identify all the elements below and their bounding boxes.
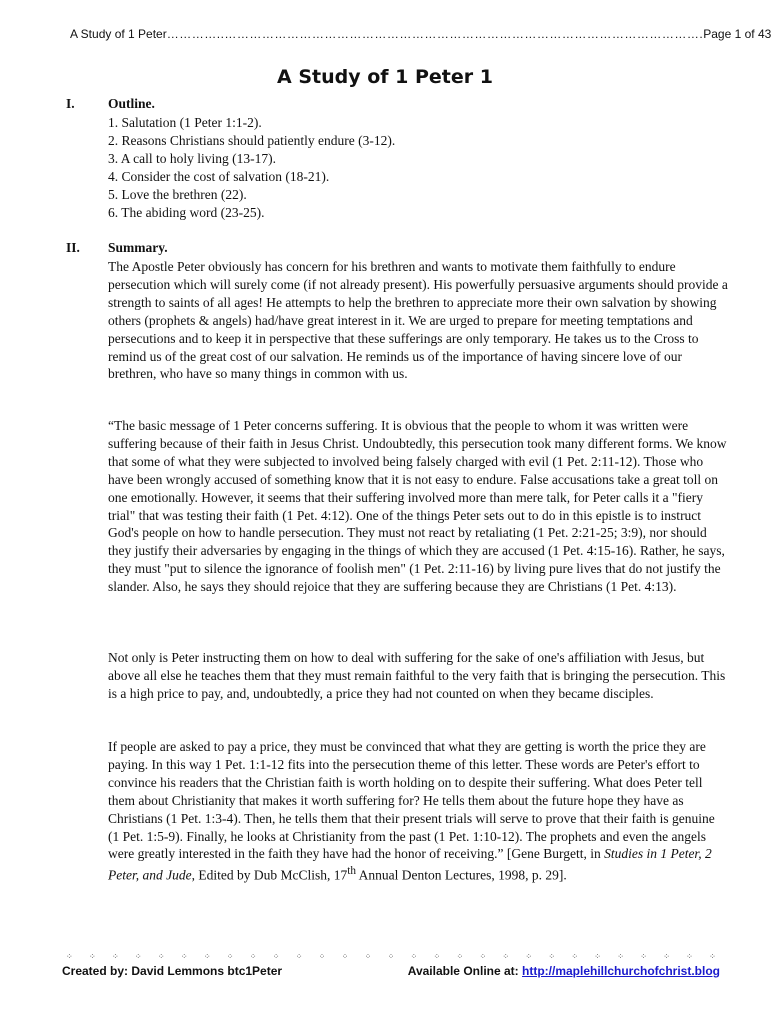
footer-dot: ⁘ xyxy=(272,952,280,961)
footer-availability xyxy=(408,964,720,978)
footer-dot: ⁘ xyxy=(594,952,601,961)
ordinal-suffix: th xyxy=(347,865,356,878)
footer-dot: ⁘ xyxy=(617,952,624,961)
outline-item: 1. Salutation (1 Peter 1:1-2). xyxy=(108,115,262,130)
outline-item: 5. Love the brethren (22). xyxy=(108,187,247,202)
header-leader-dots: …………..……………………………………………………………………………………………………. xyxy=(166,27,704,41)
paragraph-4-end: Annual Denton Lectures, 1998, p. 29]. xyxy=(356,867,567,883)
outline-list xyxy=(108,114,395,222)
summary-paragraph-2: “The basic message of 1 Peter concerns suffering. It is obvious that the people to whom it was written were suffering because of their faith in Jesus Christ. Undoubtedly, this persecution took many different forms. We know that some of what they were subjected to involved being falsely charged with evil (1 Pet. 2:11-12). Those who have been wrongly accused of something know that it is not easy to endure. False accusations take a great toll on one emotionally. However, it seems that their suffering involved more than mere talk, for Peter calls it a "fiery trial" that was testing their faith (1 Pet. 4:12). One of the things Peter sets out to do in this epistle is to instruct God's people on how to handle persecution. They must not react by retaliating (1 Pet. 2:21-25; 3:9), nor should they justify their adversaries by engaging in the things of which they are accused (1 Pet. 4:15-16). Rather, he says, they must "put to silence the ignorance of foolish men" (1 Pet. 2:11-16) by living pure lives that do not justify the slander. Also, he says they should rejoice that they are suffering because they are Christians (1 Pet. 4:13). xyxy=(108,418,727,595)
paragraph-4-editor: , Edited by Dub McClish, 17 xyxy=(191,867,348,883)
outline-item: 4. Consider the cost of salvation (18-21). xyxy=(108,169,330,184)
page-header xyxy=(70,27,771,41)
section-heading-outline: Outline. xyxy=(108,96,155,111)
footer-dot: ⁘ xyxy=(548,952,556,961)
footer-dot: ⁘ xyxy=(157,952,165,961)
footer-dot: ⁘ xyxy=(502,952,510,961)
footer-dot: ⁘ xyxy=(226,952,234,961)
book-title: Studies in 1 Peter, 2 Peter, and Jude xyxy=(108,846,712,883)
footer-dot: ⁘ xyxy=(456,952,464,961)
summary-paragraph-1: The Apostle Peter obviously has concern for his brethren and wants to motivate them faithfully to endure persecution which will surely come (if not already present). His powerfully persuasive arguments should provide a strength to saints of all ages! He attempts to help the brethren to appreciate more their own salvation by showing others (prophets & angels) had/have great interest in it. We are urged to prepare for meeting temptations and persecutions and to keep it in perspective that these sufferings are only temporary. He takes us to the Cross to remind us of the great cost of our salvation. He reminds us of the importance of having sincere love of our brethren, who have so many things in common with us. xyxy=(108,259,728,382)
footer-dot: ⁘ xyxy=(134,952,142,961)
footer-dot: ⁘ xyxy=(479,952,487,961)
footer-dot: ⁘ xyxy=(341,952,349,961)
footer-dot: ⁘ xyxy=(663,952,670,961)
footer-credit: Created by: David Lemmons btc1Peter xyxy=(62,964,283,978)
footer-link[interactable]: http://maplehillchurchofchrist.blog xyxy=(522,964,720,978)
outline-item: 2. Reasons Christians should patiently endure (3-12). xyxy=(108,133,396,148)
footer-divider-dots xyxy=(66,952,716,961)
footer-dot: ⁘ xyxy=(433,952,441,961)
footer-dot: ⁘ xyxy=(88,952,96,961)
footer-dot: ⁘ xyxy=(295,952,303,961)
section-heading-summary: Summary. xyxy=(108,240,168,255)
header-page-number: Page 1 of 43 xyxy=(703,27,771,41)
outline-item: 6. The abiding word (23-25). xyxy=(108,205,265,220)
footer-dot: ⁘ xyxy=(203,952,211,961)
summary-paragraph-3: Not only is Peter instructing them on how to deal with suffering for the sake of one's affiliation with Jesus, but above all else he teaches them that they must remain faithful to the very faith that is bringing the persecution. This is a high price to pay, and, undoubtedly, a price they had not counted on when they became disciples. xyxy=(108,650,726,701)
footer-dot: ⁘ xyxy=(364,952,372,961)
footer-dot: ⁘ xyxy=(686,952,693,961)
footer-dot: ⁘ xyxy=(525,952,533,961)
footer-dot: ⁘ xyxy=(180,952,188,961)
footer-dot: ⁘ xyxy=(640,952,647,961)
page-title: A Study of 1 Peter 1 xyxy=(277,66,493,88)
outline-item: 3. A call to holy living (13-17). xyxy=(108,151,276,166)
footer-dot: ⁘ xyxy=(249,952,257,961)
footer-dot: ⁘ xyxy=(410,952,418,961)
footer-dot: ⁘ xyxy=(387,952,395,961)
section-numeral-outline: I. xyxy=(66,96,75,111)
paragraph-4-text: If people are asked to pay a price, they must be convinced that what they are getting is worth the price they are paying. In this way 1 Pet. 1:1-12 fits into the persecution theme of this letter. These words are Peter's effort to convince his readers that the Christian faith is worth holding on to despite their suffering. What does Peter tell them about Christianity that makes it worth suffering for? He tells them about the future hope they have as Christians (1 Pet. 1:3-4). Then, he tells them that their present trials will serve to prove that their faith is genuine (1 Pet. 1:5-9). Finally, he looks at Christianity from the past (1 Pet. 1:10-12). The prophets and even the angels were greatly interested in the faith they have had the honor of receiving.” [Gene Burgett, in xyxy=(108,739,715,862)
footer-available-label: Available Online at: xyxy=(407,964,522,978)
footer-dot: ⁘ xyxy=(111,952,119,961)
header-title: A Study of 1 Peter xyxy=(70,27,167,41)
footer-dot: ⁘ xyxy=(318,952,326,961)
footer-dot: ⁘ xyxy=(571,952,579,961)
summary-paragraph-4 xyxy=(108,738,728,885)
section-numeral-summary: II. xyxy=(66,240,80,255)
footer-dot: ⁘ xyxy=(709,952,716,961)
footer-dot: ⁘ xyxy=(66,952,73,961)
